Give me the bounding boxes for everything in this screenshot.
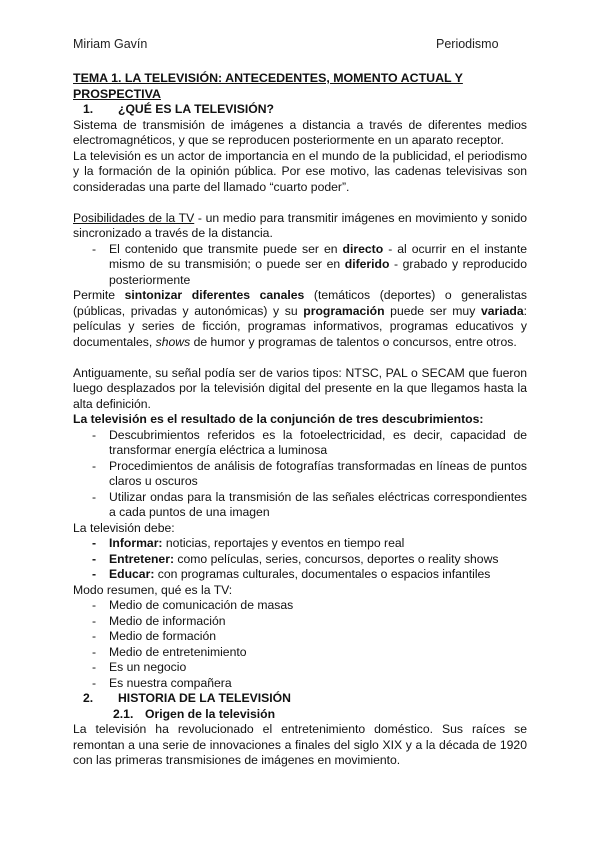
possibilities-paragraph [73,211,527,242]
list-item: - Utilizar ondas para la transmisión de las señales eléctricas correspondientes a cada puntos de una imagen [73,490,527,521]
history-signal-paragraph: Antiguamente, su señal podía ser de varios tipos: NTSC, PAL o SECAM que fueron luego desplazados por la televisión digital del presente en la que llegamos hasta la alta definición. [73,365,527,411]
possibilities-list [73,242,527,289]
header-author: Miriam Gavín [73,37,148,51]
list-item: - El contenido que transmite puede ser en directo - al ocurrir en el instante mismo de su transmisión; o puede ser en diferido - grabado y reproducido posteriormente [73,242,527,289]
duties-list [73,536,527,583]
possibilities-text: - un medio para transmitir imágenes en movimiento y sonido sincronizado a través de la distancia. [73,210,527,240]
list-item: - Medio de información [73,614,527,630]
section-2-title: HISTORIA DE LA TELEVISIÓN [118,691,291,705]
list-item: - Es nuestra compañera [73,676,527,692]
definition-paragraph: Sistema de transmisión de imágenes a distancia a través de diferentes medios electromagnéticos, y que se reproducen posteriormente en un aparato receptor. [73,117,527,147]
list-item: - Medio de entretenimiento [73,645,527,661]
summary-heading: Modo resumen, qué es la TV: [73,582,233,597]
section-2-number: 2. [83,691,94,705]
list-item: - Informar: noticias, reportajes y eventos en tiempo real [73,536,527,552]
list-item: - Medio de comunicación de masas [73,598,527,614]
list-item: - Medio de formación [73,629,527,645]
subsection-2-1-heading [73,707,527,723]
section-2-heading [73,691,527,707]
possibilities-label: Posibilidades de la TV [73,210,195,225]
discoveries-list [73,428,527,521]
list-item: - Descubrimientos referidos es la fotoelectricidad, es decir, capacidad de transformar energía eléctrica a luminosa [73,428,527,459]
list-item: - Es un negocio [73,660,527,676]
page-title: TEMA 1. LA TELEVISIÓN: ANTECEDENTES, MOMENTO ACTUAL Y PROSPECTIVA [73,71,463,101]
discoveries-heading: La televisión es el resultado de la conjunción de tres descubrimientos: [73,412,484,426]
origin-paragraph: La televisión ha revolucionado el entretenimiento doméstico. Sus raíces se remontan a una serie de innovaciones a finales del siglo XIX y a la década de 1920 con las primeras transmisiones de imágenes en movimiento. [73,722,527,767]
section-1-title: ¿QUÉ ES LA TELEVISIÓN? [118,102,274,116]
list-item: - Entretener: como películas, series, concursos, deportes o reality shows [73,552,527,568]
section-1-number: 1. [83,102,94,116]
document-body [73,71,527,769]
importance-paragraph: La televisión es un actor de importancia en el mundo de la publicidad, el periodismo y la formación de la opinión pública. Por ese motivo, las cadenas televisivas son consideradas una parte del llamado “cuarto poder”. [73,148,527,194]
header-subject: Periodismo [436,37,499,51]
summary-list [73,598,527,691]
permite-paragraph: Permite sintonizar diferentes canales (temáticos (deportes) o generalistas (públicas, privadas y autonómicas) y su programación puede ser muy variada: películas y series de ficción, programas informativos, programas educativos y documentales, shows de humor y programas de talentos o concursos, entre otros. [73,288,528,349]
subsection-2-1-number: 2.1. [113,706,134,721]
list-item: - Educar: con programas culturales, documentales o espacios infantiles [73,567,527,583]
section-1-heading [73,102,527,118]
duties-heading: La televisión debe: [73,520,175,535]
subsection-2-1-title: Origen de la televisión [145,706,276,721]
list-item: - Procedimientos de análisis de fotografías transformadas en líneas de puntos claros u oscuros [73,459,527,490]
